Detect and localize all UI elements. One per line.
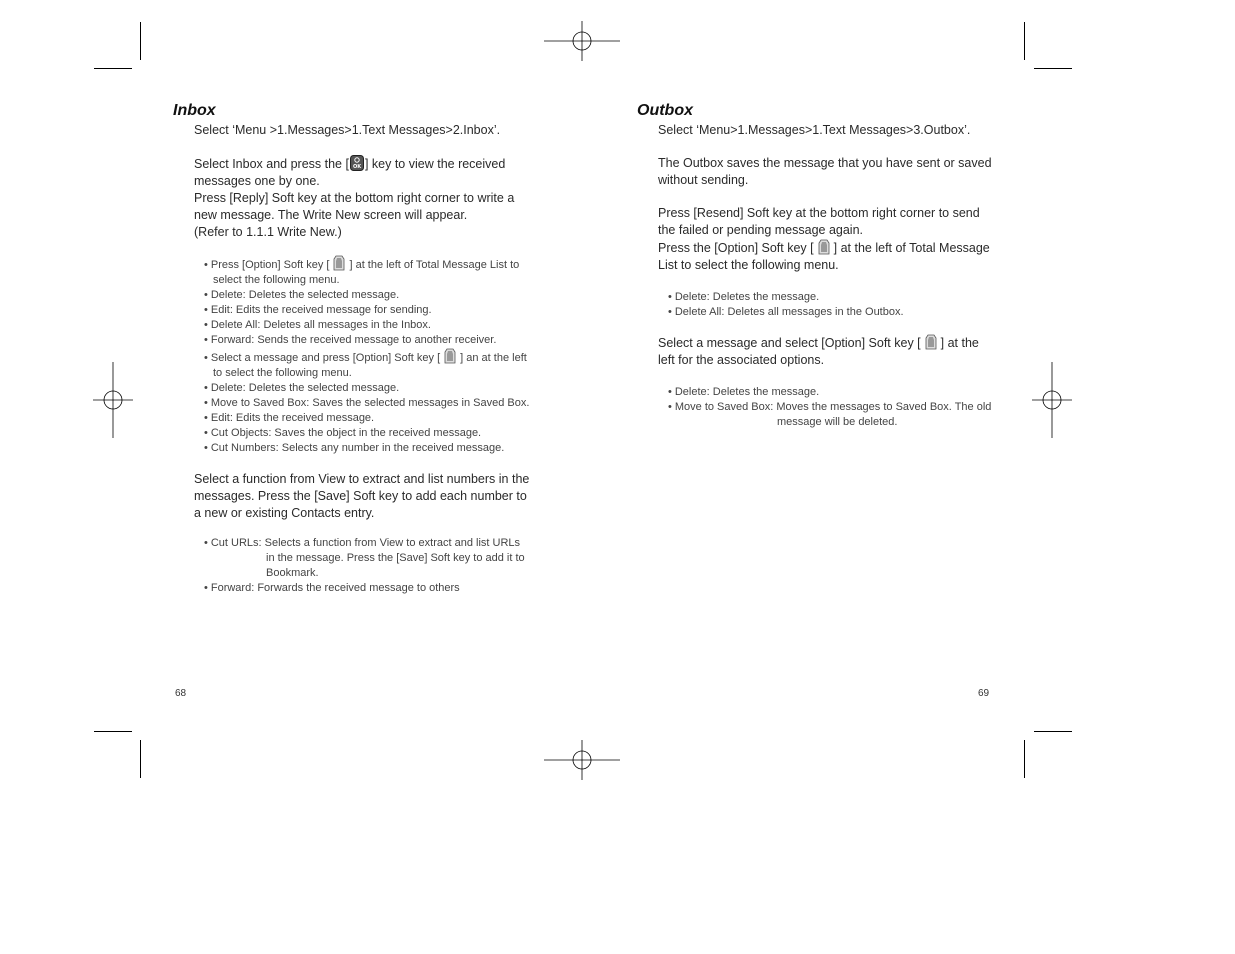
svg-text:OK: OK [352, 164, 362, 170]
paragraph: Select Inbox and press the [ OK ] key to view the received messages one by one. [194, 157, 506, 188]
registration-mark-icon [544, 722, 620, 798]
paragraph: Press [Resend] Soft key at the bottom right corner to send the failed or pending message again. [658, 206, 980, 237]
crop-mark [1024, 22, 1025, 60]
option-list [658, 290, 997, 320]
list-item: • Delete All: Deletes all messages in the Outbox. [668, 305, 997, 320]
crop-mark [1034, 731, 1072, 732]
paragraph: Press the [Option] Soft key [ ] at the left of Total Message List to select the following menu. [658, 241, 990, 272]
list-item: • Press [Option] Soft key [ ] at the left of Total Message List to select the following menu. [204, 255, 533, 288]
crop-mark [1034, 68, 1072, 69]
list-item: • Cut Objects: Saves the object in the received message. [204, 426, 533, 441]
ok-key-icon [350, 155, 364, 171]
crop-mark [140, 22, 141, 60]
crop-mark [140, 740, 141, 778]
list-item: • Move to Saved Box: Moves the messages to Saved Box. The old message will be deleted. [668, 400, 997, 430]
registration-mark-icon [544, 3, 620, 79]
list-item: • Delete: Deletes the message. [668, 290, 997, 305]
soft-key-icon [333, 255, 345, 271]
paragraph: Press [Reply] Soft key at the bottom right corner to write a new message. The Write New screen will appear. [194, 191, 515, 222]
option-list [194, 536, 533, 596]
paragraph: (Refer to 1.1.1 Write New.) [194, 225, 342, 239]
paragraph: Select a message and select [Option] Soft key [ ] at the left for the associated options. [658, 336, 979, 367]
page-right [637, 100, 997, 430]
list-item: • Move to Saved Box: Saves the selected messages in Saved Box. [204, 396, 533, 411]
list-item: • Forward: Sends the received message to another receiver. [204, 333, 533, 348]
registration-mark-icon [75, 362, 151, 438]
option-list [658, 385, 997, 430]
list-item: • Select a message and press [Option] Soft key [ ] an at the left to select the following menu. [204, 348, 533, 381]
list-item: • Cut Numbers: Selects any number in the received message. [204, 441, 533, 456]
crop-mark [94, 68, 132, 69]
soft-key-icon [818, 239, 830, 255]
soft-key-icon [444, 348, 456, 364]
section-body [658, 122, 997, 430]
list-item: • Edit: Edits the received message. [204, 411, 533, 426]
crop-mark [94, 731, 132, 732]
paragraph: Select ‘Menu >1.Messages>1.Text Messages>2.Inbox’. [194, 123, 501, 137]
list-item: • Edit: Edits the received message for sending. [204, 303, 533, 318]
option-list [194, 255, 533, 456]
page-number-left: 68 [175, 688, 187, 699]
page-number-right: 69 [978, 688, 990, 699]
section-title-outbox: Outbox [637, 102, 693, 119]
soft-key-icon [925, 334, 937, 350]
crop-mark [1024, 740, 1025, 778]
page-left [173, 100, 533, 596]
list-item: • Cut URLs: Selects a function from View to extract and list URLs in the message. Press the [Save] Soft key to add it to Bookmark. [204, 536, 533, 581]
list-item: • Delete All: Deletes all messages in the Inbox. [204, 318, 533, 333]
section-body [194, 122, 533, 596]
paragraph: Select ‘Menu>1.Messages>1.Text Messages>3.Outbox’. [658, 123, 971, 137]
list-item: • Forward: Forwards the received message to others [204, 581, 533, 596]
paragraph: Select a function from View to extract and list numbers in the messages. Press the [Save] Soft key to add each number to a new or existing Contacts entry. [194, 472, 530, 520]
section-title-inbox: Inbox [173, 102, 216, 119]
registration-mark-icon [1014, 362, 1090, 438]
paragraph: The Outbox saves the message that you have sent or saved without sending. [658, 156, 992, 187]
list-item: • Delete: Deletes the selected message. [204, 288, 533, 303]
list-item: • Delete: Deletes the selected message. [204, 381, 533, 396]
list-item: • Delete: Deletes the message. [668, 385, 997, 400]
